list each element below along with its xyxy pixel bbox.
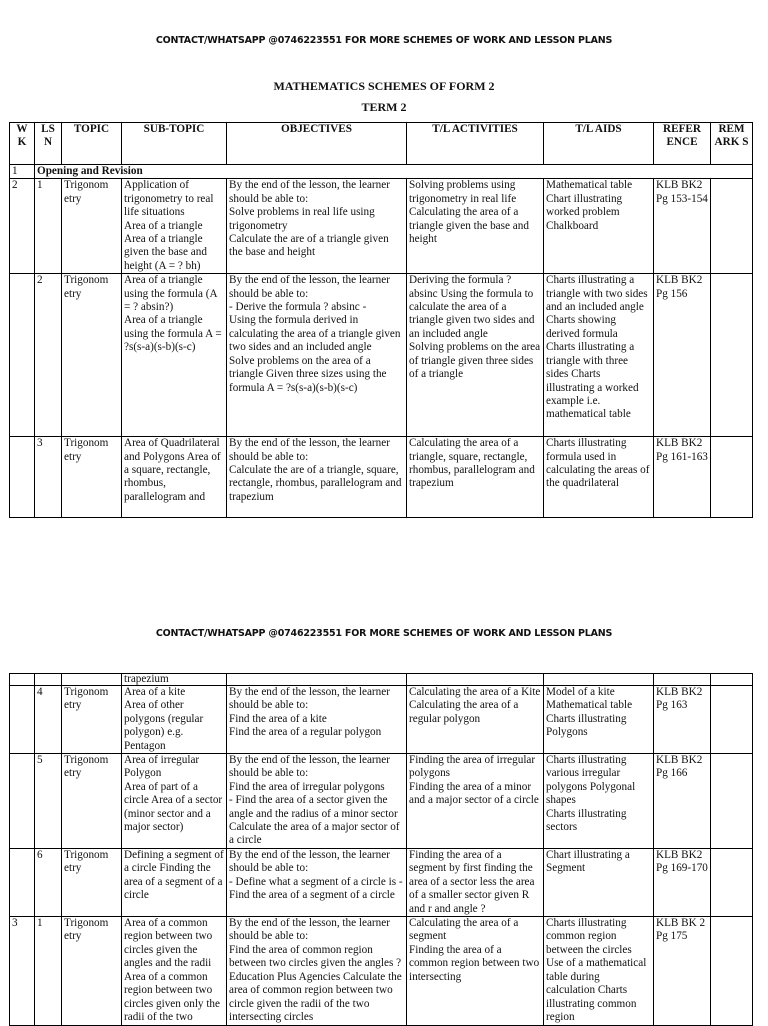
- cell-lsn: 5: [35, 754, 62, 849]
- contact-banner-bottom: CONTACT/WHATSAPP @0746223551 FOR MORE SCHEMES OF WORK AND LESSON PLANS: [155, 628, 613, 639]
- cell-remarks: [711, 179, 753, 274]
- cell-aids-line: Chart illustrating a Segment: [546, 849, 630, 875]
- cell-aids: [544, 754, 654, 849]
- cell-objectives-line: - Find the area of a sector given the angle and the radius of a minor sector Calculate the area of a major sector of a circle: [229, 794, 400, 847]
- cell-subtopic-line: Area of a triangle: [124, 219, 203, 232]
- cell-wk: [10, 274, 35, 437]
- cell-remarks: [711, 274, 753, 437]
- cell-topic: Trigonom etry: [62, 754, 122, 849]
- cell-objectives: [227, 754, 407, 849]
- cell-wk: [10, 849, 35, 917]
- cell-objectives: [227, 179, 407, 274]
- carryover-text: trapezium: [122, 674, 227, 686]
- table-row: [10, 437, 753, 518]
- cell-objectives-line: Solve problems on the area of a triangle Given three sizes using the formula A = ?s(s-a)(s-b)(s-c): [229, 354, 387, 394]
- cell-reference: KLB BK2 Pg 161-163: [654, 437, 711, 518]
- cell-aids-line: Charts illustrating a triangle with three sides Charts illustrating a worked example i.e. mathematical table: [546, 341, 639, 421]
- cell-subtopic-line: Area of Quadrilateral and Polygons Area of a square, rectangle, rhombus, parallelogram and: [124, 437, 221, 503]
- table-row: [10, 179, 753, 274]
- cell-aids-line: Model of a kite: [546, 686, 615, 698]
- opening-row: [10, 165, 753, 179]
- cell-subtopic: [122, 437, 227, 518]
- cell-subtopic: [122, 274, 227, 437]
- cell-activities-line: Calculating the area of a triangle given the base and height: [409, 206, 529, 246]
- cell-reference: KLB BK2 Pg 163: [654, 686, 711, 754]
- cell-lsn: 4: [35, 686, 62, 754]
- cell-topic: Trigonom etry: [62, 274, 122, 437]
- cell-aids-line: Charts illustrating Polygons: [546, 712, 627, 739]
- table-row: [10, 917, 753, 1026]
- cell-activities-line: Calculating the area of a segment: [409, 917, 519, 943]
- header-activities: T/L ACTIVITIES: [407, 123, 544, 165]
- header-topic: TOPIC: [62, 123, 122, 165]
- cell-topic: Trigonom etry: [62, 437, 122, 518]
- header-lsn: LS N: [35, 123, 62, 165]
- cell-aids: [544, 437, 654, 518]
- cell-lsn: 1: [35, 179, 62, 274]
- cell-wk: [10, 686, 35, 754]
- cell-activities-line: Solving problems on the area of triangle given three sides of a triangle: [409, 341, 541, 381]
- cell-aids-line: Charts illustrating formula used in calculating the areas of the quadrilateral: [546, 437, 650, 490]
- cell-activities: [407, 686, 544, 754]
- cell-reference: KLB BK2 Pg 169-170: [654, 849, 711, 917]
- cell-topic: Trigonom etry: [62, 917, 122, 1026]
- cell-aids: [544, 179, 654, 274]
- cell-objectives-line: Calculate the are of a triangle, square, rectangle, rhombus, parallelogram and trapezium: [229, 464, 402, 503]
- cell-subtopic-line: Area of a triangle using the formula (A = ? absin?): [124, 274, 217, 314]
- cell-aids: [544, 849, 654, 917]
- cell-topic: Trigonom etry: [62, 849, 122, 917]
- header-objectives: OBJECTIVES: [227, 123, 407, 165]
- table-row: [10, 754, 753, 849]
- cell-subtopic-line: Area of a triangle given the base and height (A = ? bh): [124, 233, 207, 272]
- cell-objectives-line: By the end of the lesson, the learner should be able to:: [229, 917, 390, 943]
- cell-activities-line: Calculating the area of a Kite: [409, 686, 541, 698]
- table-row: [10, 686, 753, 754]
- opening-text: Opening and Revision: [35, 165, 753, 179]
- cell-subtopic: [122, 917, 227, 1026]
- cell-subtopic-line: Area of irregular Polygon: [124, 754, 200, 780]
- cell-objectives: [227, 686, 407, 754]
- cell-aids-line: Charts illustrating common region between the circles Use of a mathematical table during calculation Charts illustrating common region: [546, 917, 647, 1023]
- cell-activities-line: Solving problems using trigonometry in real life: [409, 179, 517, 205]
- cell-objectives-line: Find the area of common region between two circles given the angles ? Education Plus Agencies Calculate the area of common region between two circle given the radii of the two intersecting circles: [229, 943, 402, 1023]
- cell-subtopic: [122, 686, 227, 754]
- cell-reference: KLB BK2 Pg 166: [654, 754, 711, 849]
- cell-aids: [544, 274, 654, 437]
- document-title: MATHEMATICS SCHEMES OF FORM 2: [273, 79, 495, 93]
- cell-activities: [407, 754, 544, 849]
- cell-subtopic-line: Area of a triangle using the formula A = ?s(s-a)(s-b)(s-c): [124, 314, 222, 354]
- cell-lsn: 3: [35, 437, 62, 518]
- cell-activities: [407, 849, 544, 917]
- term-label: TERM 2: [361, 100, 407, 114]
- cell-wk: [10, 437, 35, 518]
- cell-lsn: 2: [35, 274, 62, 437]
- header-row: [10, 123, 753, 165]
- cell-wk: [10, 754, 35, 849]
- cell-topic: Trigonom etry: [62, 686, 122, 754]
- cell-objectives-line: - Define what a segment of a circle is - Find the area of a segment of a circle: [229, 875, 403, 902]
- cell-objectives-line: By the end of the lesson, the learner should be able to:: [229, 274, 390, 300]
- cell-objectives-line: By the end of the lesson, the learner should be able to:: [229, 437, 390, 463]
- cell-subtopic: [122, 754, 227, 849]
- contact-banner-top: CONTACT/WHATSAPP @0746223551 FOR MORE SCHEMES OF WORK AND LESSON PLANS: [155, 35, 613, 46]
- cell-objectives-line: Find the area of a kite: [229, 712, 327, 725]
- cell-reference: KLB BK 2 Pg 175: [654, 917, 711, 1026]
- cell-objectives: [227, 917, 407, 1026]
- carryover-row: [10, 674, 753, 686]
- cell-remarks: [711, 849, 753, 917]
- cell-activities: [407, 179, 544, 274]
- cell-activities: [407, 274, 544, 437]
- cell-objectives: [227, 849, 407, 917]
- cell-activities-line: Calculating the area of a triangle, square, rectangle, rhombus, parallelogram and trapezium: [409, 437, 535, 490]
- cell-objectives: [227, 274, 407, 437]
- header-reference: REFER ENCE: [654, 123, 711, 165]
- cell-objectives-line: - Derive the formula ? absinc -: [229, 301, 367, 314]
- cell-reference: KLB BK2 Pg 153-154: [654, 179, 711, 274]
- cell-aids-line: Mathematical table: [546, 699, 633, 712]
- cell-objectives-line: Find the area of a regular polygon: [229, 726, 382, 739]
- cell-aids-line: Charts illustrating a triangle with two sides and an included angle: [546, 274, 648, 314]
- cell-remarks: [711, 686, 753, 754]
- cell-wk: 3: [10, 917, 35, 1026]
- header-aids: T/L AIDS: [544, 123, 654, 165]
- cell-objectives: [227, 437, 407, 518]
- cell-subtopic-line: Area of part of a circle Area of a sector (minor sector and a major sector): [124, 780, 223, 834]
- cell-lsn: 6: [35, 849, 62, 917]
- header-remarks: REM ARK S: [711, 123, 753, 165]
- cell-remarks: [711, 917, 753, 1026]
- opening-wk: 1: [10, 165, 35, 179]
- cell-activities-line: Deriving the formula ? absinc Using the formula to calculate the area of a triangle given two sides and an included angle: [409, 274, 535, 340]
- cell-objectives-line: Calculate the are of a triangle given the base and height: [229, 233, 389, 259]
- cell-aids: [544, 917, 654, 1026]
- cell-aids-line: Chalkboard: [546, 219, 599, 232]
- scheme-table-page-2: [9, 673, 753, 1026]
- cell-reference: KLB BK2 Pg 156: [654, 274, 711, 437]
- header-wk: W K: [10, 123, 35, 165]
- cell-remarks: [711, 437, 753, 518]
- cell-activities-line: Finding the area of a common region between two intersecting: [409, 943, 540, 983]
- cell-objectives-line: By the end of the lesson, the learner should be able to:: [229, 686, 390, 712]
- cell-activities-line: Finding the area of irregular polygons: [409, 754, 536, 780]
- cell-objectives-line: Solve problems in real life using trigonometry: [229, 206, 375, 232]
- cell-subtopic-line: Area of a kite: [124, 686, 186, 698]
- header-subtopic: SUB-TOPIC: [122, 123, 227, 165]
- cell-aids: [544, 686, 654, 754]
- cell-activities-line: Finding the area of a segment by first finding the area of a sector less the area of a smaller sector given R and r and angle ?: [409, 849, 535, 915]
- cell-subtopic-line: Application of trigonometry to real life situations: [124, 179, 214, 219]
- table-row: [10, 274, 753, 437]
- cell-activities: [407, 917, 544, 1026]
- cell-aids-line: Charts illustrating sectors: [546, 807, 627, 834]
- cell-objectives-line: By the end of the lesson, the learner should be able to:: [229, 179, 390, 205]
- cell-objectives-line: Find the area of irregular polygons: [229, 780, 385, 793]
- cell-subtopic: [122, 849, 227, 917]
- cell-aids-line: Mathematical table: [546, 179, 633, 192]
- cell-subtopic-line: Area of a common region between two circles given the angles and the radii Area of a common region between two circles given only the radii of the two: [124, 917, 220, 1023]
- cell-activities: [407, 437, 544, 518]
- cell-remarks: [711, 754, 753, 849]
- cell-subtopic-line: Defining a segment of a circle Finding the area of a segment of a circle: [124, 849, 224, 902]
- cell-objectives-line: Using the formula derived in calculating the area of a triangle given two sides and an included angle: [229, 314, 401, 354]
- cell-objectives-line: By the end of the lesson, the learner should be able to:: [229, 849, 390, 875]
- cell-wk: 2: [10, 179, 35, 274]
- cell-aids-line: Charts showing derived formula: [546, 314, 618, 340]
- cell-subtopic: [122, 179, 227, 274]
- cell-topic: Trigonom etry: [62, 179, 122, 274]
- cell-lsn: 1: [35, 917, 62, 1026]
- cell-aids-line: Charts illustrating various irregular polygons Polygonal shapes: [546, 754, 636, 807]
- cell-subtopic-line: Area of other polygons (regular polygon) e.g. Pentagon: [124, 699, 204, 752]
- cell-aids-line: Chart illustrating worked problem: [546, 192, 623, 219]
- scheme-table-page-1: [9, 122, 753, 518]
- cell-objectives-line: By the end of the lesson, the learner should be able to:: [229, 754, 390, 780]
- table-row: [10, 849, 753, 917]
- cell-activities-line: Finding the area of a minor and a major sector of a circle: [409, 780, 539, 807]
- cell-activities-line: Calculating the area of a regular polygon: [409, 699, 519, 725]
